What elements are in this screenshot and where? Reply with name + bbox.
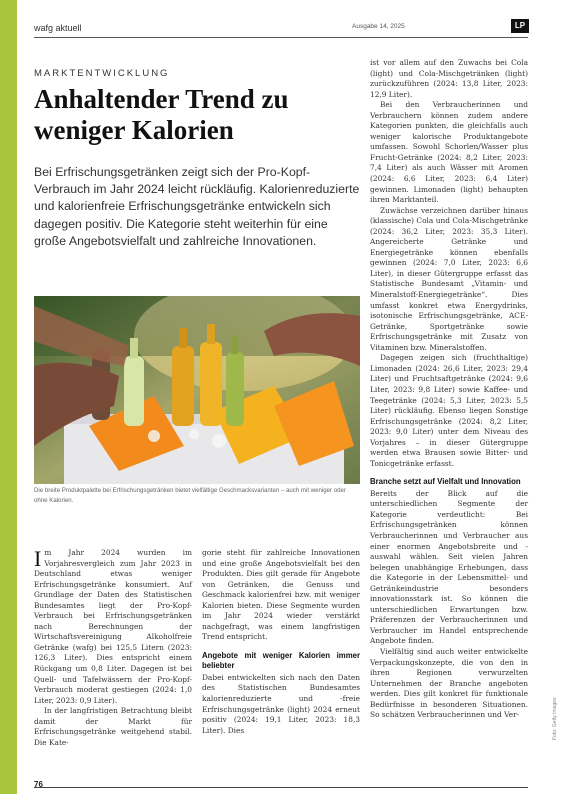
photo-caption: Die breite Produktpalette bei Erfrischungsgetränken bietet vielfältige Geschmacksvarianten – auch mit weniger oder ohne Kalorien. xyxy=(34,487,346,504)
column-2 xyxy=(202,548,360,736)
subheading: Branche setzt auf Vielfalt und Innovation xyxy=(370,477,521,487)
body-paragraph: Dagegen zeigen sich (fruchthaltige) Limonaden (2024: 26,6 Liter, 2023: 29,4 Liter) und Fruchtsaftgetränke (2024: 9,6 Liter, 2023: 9,8 Liter) sowie Kaffee- und Teegetränke (2024: 5,3 Liter, 2023: 5,5 Liter) rückläufig. Ebenso liegen Sonstige Erfrischungsgetränke (2024: 8,2 Liter, 2023: 9,0 Liter) unter dem Niveau des Vorjahres – in dieser Gütergruppe werden etwa Brausen sowie Bitter- und Tonicgetränke erfasst. xyxy=(370,353,528,468)
footer-rule xyxy=(34,787,528,788)
body-paragraph: gorie steht für zahlreiche Innovationen und eine große Angebotsvielfalt bei den Produkten. Dies gilt gerade für Angebote von Getränken, die Genuss und Geschmack kalorienfrei bzw. mit weniger Kalorien bieten. Diese Segmente wurden im Jahr 2024 wieder verstärkt nachgefragt, was einem langfristigen Trend entspricht. xyxy=(202,548,360,642)
body-paragraph: Vielfältig sind auch weiter entwickelte Verpackungskonzepte, die von den in ihren Regionen verwurzelten Unternehmen der Branche angeboten werden. Dies gilt konkret für funktionale Bedürfnisse in besonderen Situationen. So schätzen Verbraucherinnen und Ver- xyxy=(370,647,528,720)
header-issue: Ausgabe 14, 2025 xyxy=(352,23,405,30)
header-brand: wafg aktuell xyxy=(34,23,82,33)
page-number: 76 xyxy=(34,780,43,789)
photo-credit: Foto: Getty Images xyxy=(552,697,558,740)
paragraph-text: m Jahr 2024 wurden im Vorjahresvergleich zum Jahr 2023 in Deutschland etwas weniger Erfrischungsgetränke konsumiert. Auf Grundlage der Daten des Statistischen Bundesamtes liegt der Pro-Kopf-Verbrauch bei Erfrischungsgetränken nach Berechnungen der Wirtschaftsvereinigung Alkoholfreie Getränke (wafg) bei 125,5 Litern (2023: 126,3 Liter). Dies entspricht einem Rückgang um 0,8 Liter. Dagegen ist bei Quell- und Tafelwässern der Pro-Kopf-Verbrauch moderat gestiegen (2024: 1,0 Liter, 2023: 0,9 Liter). xyxy=(34,548,192,705)
article-lead: Bei Erfrischungsgetränken zeigt sich der Pro-Kopf-Verbrauch im Jahr 2024 leicht rückläufig. Kalorienreduzierte und kalorienfreie Erfrischungsgetränke entwickeln sich dagegen positiv. Die Kategorie steht weiterhin für eine große Angebotsvielfalt und zahlreiche Innovationen. xyxy=(34,165,360,248)
article-kicker: MARKTENTWICKLUNG xyxy=(34,68,170,79)
body-paragraph: ist vor allem auf den Zuwachs bei Cola (light) und Cola-Mischgetränken (light) zurückzuführen (2024: 13,8 Liter, 2023: 12,9 Liter). xyxy=(370,58,528,99)
header-rule xyxy=(34,37,528,38)
drop-cap: I xyxy=(34,546,42,571)
subheading: Angebote mit weniger Kalorien immer beliebter xyxy=(202,650,360,671)
body-paragraph: Bei den Verbraucherinnen und Verbrauchern können zudem andere Kategorien punkten, die gleichfalls auch weniger kalorische Produktangebote umfassen. Sowohl Schorlen/Wasser plus Frucht-Getränke (2024: 8,2 Liter, 2023: 7,4 Liter) als auch Wässer mit Aromen (2024: 6,6 Liter, 2023: 6,4 Liter) gewinnen. Limonaden (light) behaupten ihren Marktanteil. xyxy=(370,100,528,205)
publisher-logo: LP xyxy=(511,19,529,33)
body-paragraph: In der langfristigen Betrachtung bleibt damit der Markt für Erfrischungsgetränke weitgehend stabil. Die Kate- xyxy=(34,706,192,747)
column-1 xyxy=(34,548,192,748)
body-paragraph xyxy=(34,548,192,706)
body-paragraph: Dabei entwickelten sich nach den Daten des Statistischen Bundesamtes kalorienreduzierte und -freie Erfrischungsgetränke (light) 2024 erneut positiv (2024: 19,1 Liter, 2023: 18,3 Liter). Dies xyxy=(202,672,360,735)
column-3 xyxy=(370,58,528,721)
accent-bar xyxy=(0,0,17,794)
body-paragraph: Bereits der Blick auf die unterschiedlichen Segmente der Kategorie verdeutlicht: Bei Erfrischungsgetränken können Verbraucherinnen und Verbraucher aus einer enormen Angebotsbreite und -auswahl wählen. Seit vielen Jahren belegen unabhängige Erhebungen, dass die Kategorie in der Lebensmittel- und Getränkeindustrie besonders innovationsstark ist. So können die unterschiedlichen Erwartungen bzw. Präferenzen der Verbraucherinnen und Verbraucher im Handel entsprechende Angebote finden. xyxy=(370,488,528,646)
article-title: Anhaltender Trend zu weniger Kalorien xyxy=(34,84,289,145)
body-paragraph: Zuwächse verzeichnen darüber hinaus (klassische) Cola und Cola-Mischgetränke (2024: 36,2 Liter, 2023: 35,3 Liter). Angereicherte Getränke und Energiegetränke können ebenfalls gewinnen (2024: 7,0 Liter, 2023: 6,6 Liter), in dieser Gütergruppe erfasst das Statistische Bundesamt „Vitamin- und Mineralstoff-Energiegetränke“. Dies umfasst konkret etwa Energydrinks, isotonische Erfrischungsgetränke, ACE-Getränke, Sportgetränke sowie Erfrischungsgetränke mit Zusatz von Vitaminen bzw. Mineralstoffen. xyxy=(370,205,528,352)
article-photo xyxy=(34,296,360,484)
